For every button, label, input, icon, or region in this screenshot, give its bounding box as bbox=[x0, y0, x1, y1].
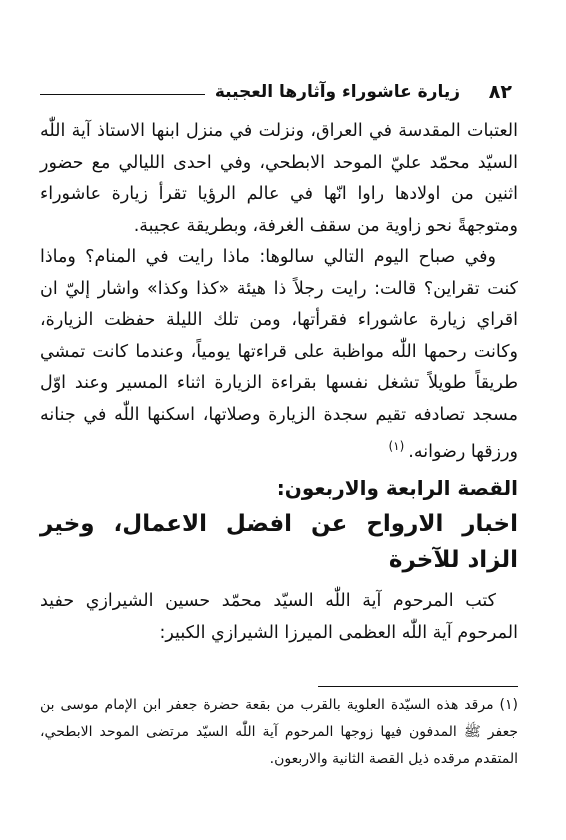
story-subtitle: القصة الرابعة والاربعون: bbox=[276, 476, 518, 501]
footnote-reference: (١) bbox=[388, 439, 405, 453]
page-body bbox=[40, 116, 518, 649]
paragraph-3 bbox=[40, 586, 518, 649]
page-header bbox=[40, 78, 512, 106]
footnote-1: (١) مرقد هذه السيّدة العلوية بالقرب من بقعة حضرة جعفر ابن الإمام موسى بن جعفر ﷺ المدفون فيها زوجها المرحوم آية اللّٰه السيّد مرتضى الموحد الابطحي، المتقدم مرقده ذيل القصة الثانية والاربعون. bbox=[40, 697, 518, 767]
header-rule bbox=[40, 94, 205, 95]
paragraph-3-text: كتب المرحوم آية اللّٰه السيّد محمّد حسين الشيرازي حفيد المرحوم آية اللّٰه العظمى الميرزا الشيرازي الكبير: bbox=[40, 591, 518, 643]
footnotes bbox=[40, 692, 518, 773]
running-title: زيارة عاشوراء وآثارها العجيبة bbox=[214, 82, 460, 102]
paragraph-2 bbox=[40, 242, 518, 468]
page-number: ٨٢ bbox=[488, 81, 512, 103]
paragraph-1-text: العتبات المقدسة في العراق، ونزلت في منزل ابنها الاستاذ آية اللّٰه السيّد محمّد عليّ الموحد الابطحي، وفي احدى الليالي مع حضور اثنين من اولادها راوا انّها في عالم الرؤيا تقرأ زيارة عاشوراء ومتوجهةً نحو زاوية من سقف الغرفة، وبطريقة عجيبة. bbox=[40, 121, 518, 236]
footnote-divider bbox=[318, 686, 518, 687]
paragraph-2-text: وفي صباح اليوم التالي سالوها: ماذا رايت في المنام؟ وماذا كنت تقراين؟ قالت: رايت رجلاً ذا هيئة «كذا وكذا» واشار إليّ ان اقراي زيارة عاشوراء فقرأتها، ومن تلك الليلة حفظت الزيارة، وكانت رحمها اللّٰه مواظبة على قراءتها يومياً، وعندما كانت تمشي طريقاً طويلاً تشغل نفسها بقراءة الزيارة اثناء المسير وعند اوّل مسجد تصادفه تقيم سجدة الزيارة وصلاتها، اسكنها اللّٰه في جنانه ورزقها رضوانه. bbox=[40, 247, 518, 462]
paragraph-1 bbox=[40, 116, 518, 242]
story-title: اخبار الارواح عن افضل الاعمال، وخير الزاد للآخرة bbox=[40, 511, 518, 574]
